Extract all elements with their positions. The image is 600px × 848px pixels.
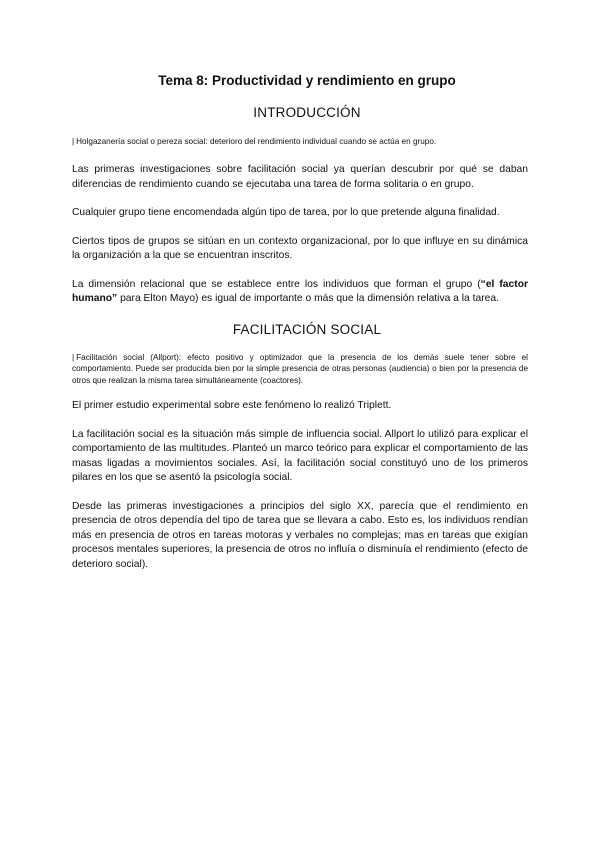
body-paragraph: Desde las primeras investigaciones a principios del siglo XX, parecía que el rendimiento en presencia de otros dependía del tipo de tarea que se llevara a cabo. Esto es, los individuos rendían más en presencia de otros en tareas motoras y verbales no complejas; mas en tareas que exigían procesos mentales superiores, la presencia de otros no influía o disminuía el rendimiento (efecto de deterioro social). <box>72 500 528 570</box>
paragraph-text: para Elton Mayo) es igual de importante o más que la dimensión relativa a la tarea. <box>117 293 499 305</box>
body-paragraph: Cualquier grupo tiene encomendada algún tipo de tarea, por lo que pretende alguna finalidad. <box>72 207 500 219</box>
bold-quote: “el factor humano” <box>72 278 528 305</box>
definition-note <box>72 352 528 386</box>
document-title: Tema 8: Productividad y rendimiento en grupo <box>158 73 456 88</box>
paragraph-text: La dimensión relacional que se establece entre los individuos que forman el grupo ( <box>72 278 481 290</box>
body-paragraph: Las primeras investigaciones sobre facilitación social ya querían descubrir por qué se daban diferencias de rendimiento cuando se ejecutaba una tarea de forma solitaria o en grupo. <box>72 164 528 190</box>
note-marker: | <box>72 137 75 146</box>
body-paragraph: Ciertos tipos de grupos se sitúan en un contexto organizacional, por lo que influye en su dinámica la organización a la que se encuentran inscritos. <box>72 235 528 262</box>
section-heading-introduccion: INTRODUCCIÓN <box>253 105 361 120</box>
body-paragraph: El primer estudio experimental sobre este fenómeno lo realizó Triplett. <box>72 400 392 412</box>
note-text: Holgazanería social o pereza social: deterioro del rendimiento individual cuando se actúa en grupo. <box>76 137 437 146</box>
note-text: Facilitación social (Allport): efecto positivo y optimizador que la presencia de los demás suele tener sobre el comportamiento. Puede ser producida bien por la simple presencia de otras personas (audiencia) o bien por la presencia de otros que realizan la misma tarea simultáneamente (coactores). <box>72 352 528 385</box>
section-heading-facilitacion-social: FACILITACIÓN SOCIAL <box>232 321 382 337</box>
definition-note <box>72 136 528 147</box>
body-paragraph <box>72 278 528 307</box>
note-marker: | <box>72 352 75 362</box>
body-paragraph: La facilitación social es la situación más simple de influencia social. Allport lo utilizó para explicar el comportamiento de las multitudes. Planteó un marco teórico para explicar el comportamiento de las masas ligadas a movimientos sociales. Así, la facilitación social constituyó uno de los primeros pilares en los que se asentó la psicología social. <box>72 428 528 484</box>
